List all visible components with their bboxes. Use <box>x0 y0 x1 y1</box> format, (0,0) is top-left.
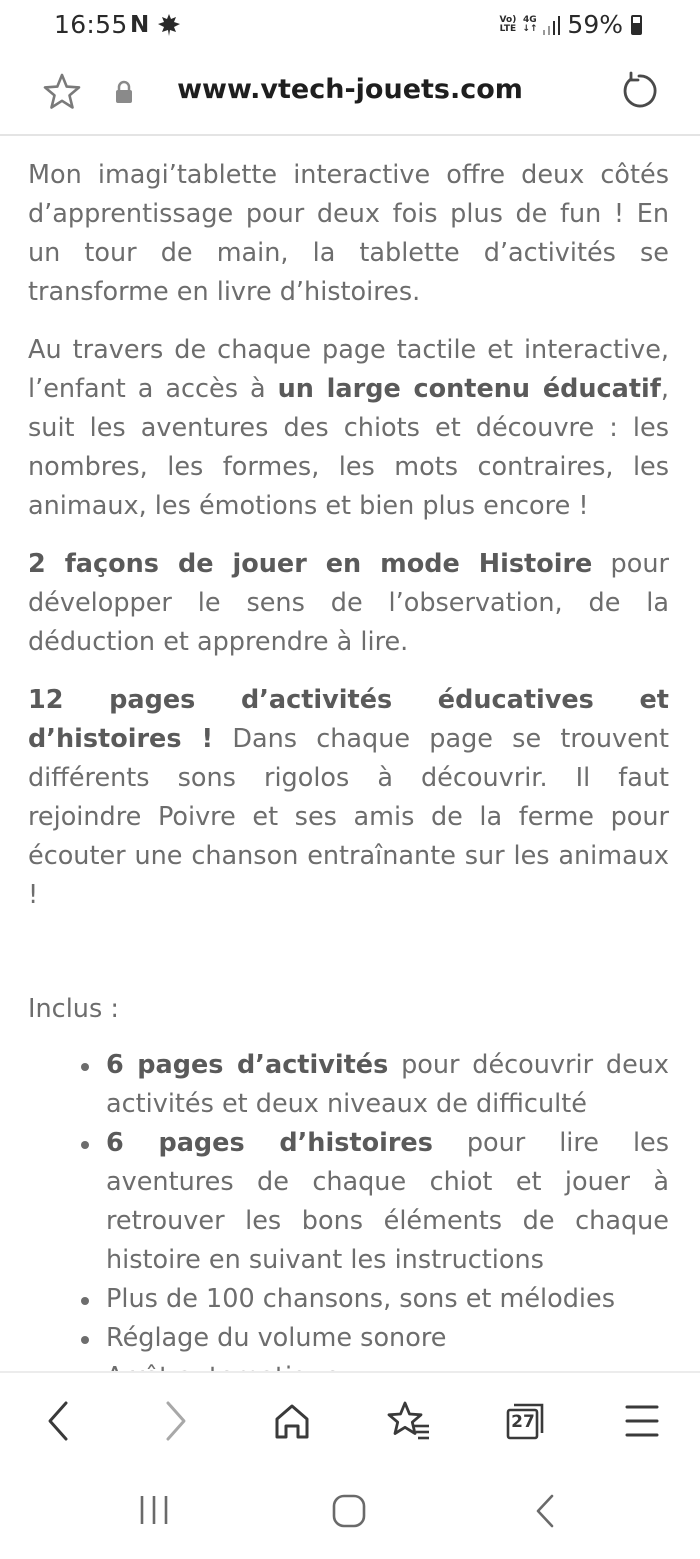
list-item: Réglage du volume sonore <box>106 1319 669 1358</box>
list-item: 6 pages d’activités pour découvrir deux activités et deux niveaux de difficulté <box>106 1046 669 1124</box>
paragraph-content: Au travers de chaque page tactile et interactive, l’enfant a accès à un large contenu éducatif, suit les aventures des chiots et découvre : les nombres, les formes, les mots contraires, les animaux, les émotions et bien plus encore ! <box>28 335 669 521</box>
battery-level-fill <box>633 23 640 32</box>
volte-indicator: Vo) LTE <box>499 14 517 34</box>
bookmarks-icon[interactable] <box>386 1399 432 1443</box>
recent-apps-icon[interactable] <box>136 1493 172 1527</box>
list-item: 6 pages d’histoires pour lire les aventures de chaque chiot et jouer à retrouver les bons éléments de chaque histoire en suivant les instructions <box>106 1124 669 1280</box>
url-text[interactable]: www.vtech-jouets.com <box>177 74 523 105</box>
product-description <box>28 156 669 1397</box>
paragraph-intro: Mon imagi’tablette interactive offre deux côtés d’apprentissage pour deux fois plus de fun ! En un tour de main, la tablette d’activités se transforme en livre d’histoires. <box>28 160 669 307</box>
home-nav-icon[interactable] <box>331 1493 367 1529</box>
tabs-icon[interactable] <box>504 1399 546 1443</box>
system-navigation <box>0 1467 700 1559</box>
status-time: 16:55 <box>54 10 128 39</box>
battery-icon <box>631 15 642 35</box>
paragraph-story-mode: 2 façons de jouer en mode Histoire pour développer le sens de l’observation, de la déduction et apprendre à lire. <box>28 549 669 657</box>
forward-icon[interactable] <box>158 1399 194 1443</box>
back-nav-icon[interactable] <box>532 1493 560 1529</box>
netflix-notification-icon: N <box>130 12 150 38</box>
features-list <box>28 1046 669 1397</box>
network-type-indicator: 4G ↓↑ <box>522 14 538 34</box>
status-bar <box>0 0 700 54</box>
leaf-notification-icon <box>156 12 182 38</box>
home-icon[interactable] <box>272 1399 312 1443</box>
back-icon[interactable] <box>40 1399 76 1443</box>
reload-icon[interactable] <box>618 70 660 112</box>
battery-percent: 59% <box>567 10 623 39</box>
menu-icon[interactable] <box>624 1399 660 1443</box>
url-bar <box>0 54 700 136</box>
paragraph-pages: 12 pages d’activités éducatives et d’histoires ! Dans chaque page se trouvent différents sons rigolos à découvrir. Il faut rejoindre Poivre et ses amis de la ferme pour écouter une chanson entraînante sur les animaux ! <box>28 685 669 910</box>
status-indicators <box>500 10 642 39</box>
inclus-label: Inclus : <box>28 994 119 1024</box>
list-item: Plus de 100 chansons, sons et mélodies <box>106 1280 669 1319</box>
tab-count: 27 <box>511 1412 535 1432</box>
signal-icon <box>543 15 561 35</box>
browser-toolbar <box>0 1371 700 1467</box>
